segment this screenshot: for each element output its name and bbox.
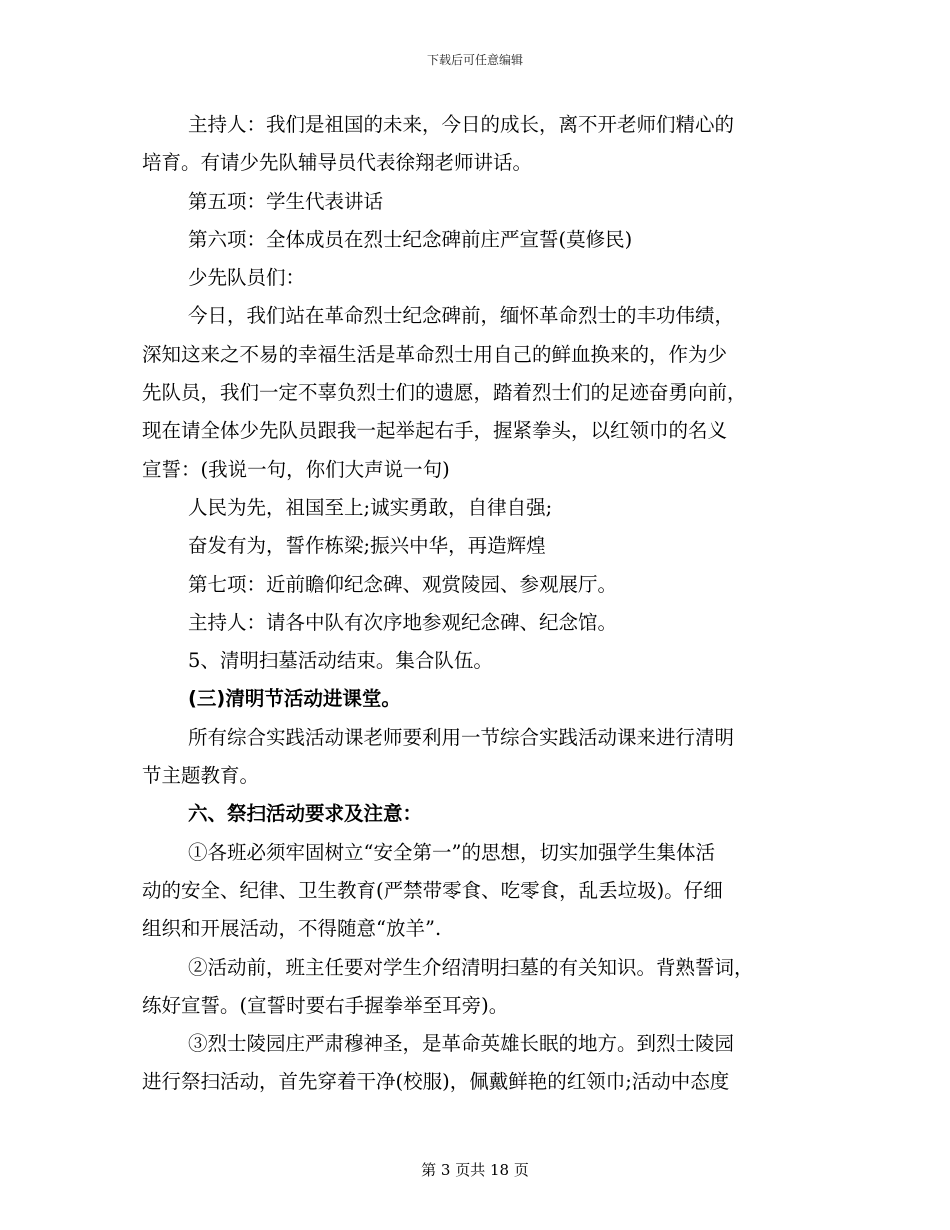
paragraph-line: 主持人：我们是祖国的未来，今日的成长，离不开老师们精心的: [188, 113, 735, 136]
paragraph-line: 第五项：学生代表讲话: [188, 189, 384, 213]
paragraph-line: ①各班必须牢固树立“安全第一”的思想，切实加强学生集体活: [188, 840, 715, 864]
paragraph-line: 第七项：近前瞻仰纪念碑、观赏陵园、参观展厅。: [188, 572, 618, 596]
paragraph-line: 所有综合实践活动课老师要利用一节综合实践活动课来进行清明: [188, 725, 735, 749]
paragraph-line: 深知这来之不易的幸福生活是革命烈士用自己的鲜血换来的，作为少: [142, 342, 728, 366]
document-body: [142, 106, 822, 1102]
paragraph-line: 今日，我们站在革命烈士纪念碑前，缅怀革命烈士的丰功伟绩，: [188, 304, 735, 328]
paragraph-line: 节主题教育。: [142, 764, 260, 788]
paragraph-line: 第六项：全体成员在烈士纪念碑前庄严宣誓(莫修民): [188, 227, 633, 251]
paragraph-line: 组织和开展活动，不得随意“放羊”.: [142, 917, 442, 941]
paragraph-line: 进行祭扫活动，首先穿着干净(校服)，佩戴鲜艳的红领巾;活动中态度: [142, 1070, 730, 1094]
paragraph-line: 人民为先，祖国至上;诚实勇敢，自律自强;: [188, 495, 553, 519]
page-header: 下载后可任意编辑: [426, 53, 523, 67]
paragraph-line: 现在请全体少先队员跟我一起举起右手，握紧拳头，以红领巾的名义: [142, 419, 728, 443]
paragraph-line: 先队员，我们一定不辜负烈士们的遗愿，踏着烈士们的足迹奋勇向前，: [142, 381, 747, 405]
paragraph-line: 培育。有请少先队辅导员代表徐翔老师讲话。: [142, 151, 533, 175]
paragraph-line: 动的安全、纪律、卫生教育(严禁带零食、吃零食，乱丢垃圾)。仔细: [142, 878, 723, 902]
paragraph-line: 练好宣誓。(宣誓时要右手握拳举至耳旁)。: [142, 993, 509, 1017]
section-heading: (三)清明节活动进课堂。: [188, 687, 401, 711]
paragraph-line: 奋发有为，誓作栋梁;振兴中华，再造辉煌: [188, 534, 546, 558]
page-footer: 第 3 页共 18 页: [421, 1161, 529, 1179]
section-heading: 六、祭扫活动要求及注意：: [188, 802, 423, 826]
paragraph-line: 主持人：请各中队有次序地参观纪念碑、纪念馆。: [188, 610, 618, 634]
paragraph-line: 宣誓：(我说一句，你们大声说一句): [142, 457, 450, 481]
paragraph-line: 5、清明扫墓活动结束。集合队伍。: [188, 649, 493, 673]
paragraph-line: ③烈士陵园庄严肃穆神圣，是革命英雄长眠的地方。到烈士陵园: [188, 1032, 735, 1056]
paragraph-line: ②活动前，班主任要对学生介绍清明扫墓的有关知识。背熟誓词，: [188, 955, 754, 979]
paragraph-line: 少先队员们：: [188, 266, 306, 290]
